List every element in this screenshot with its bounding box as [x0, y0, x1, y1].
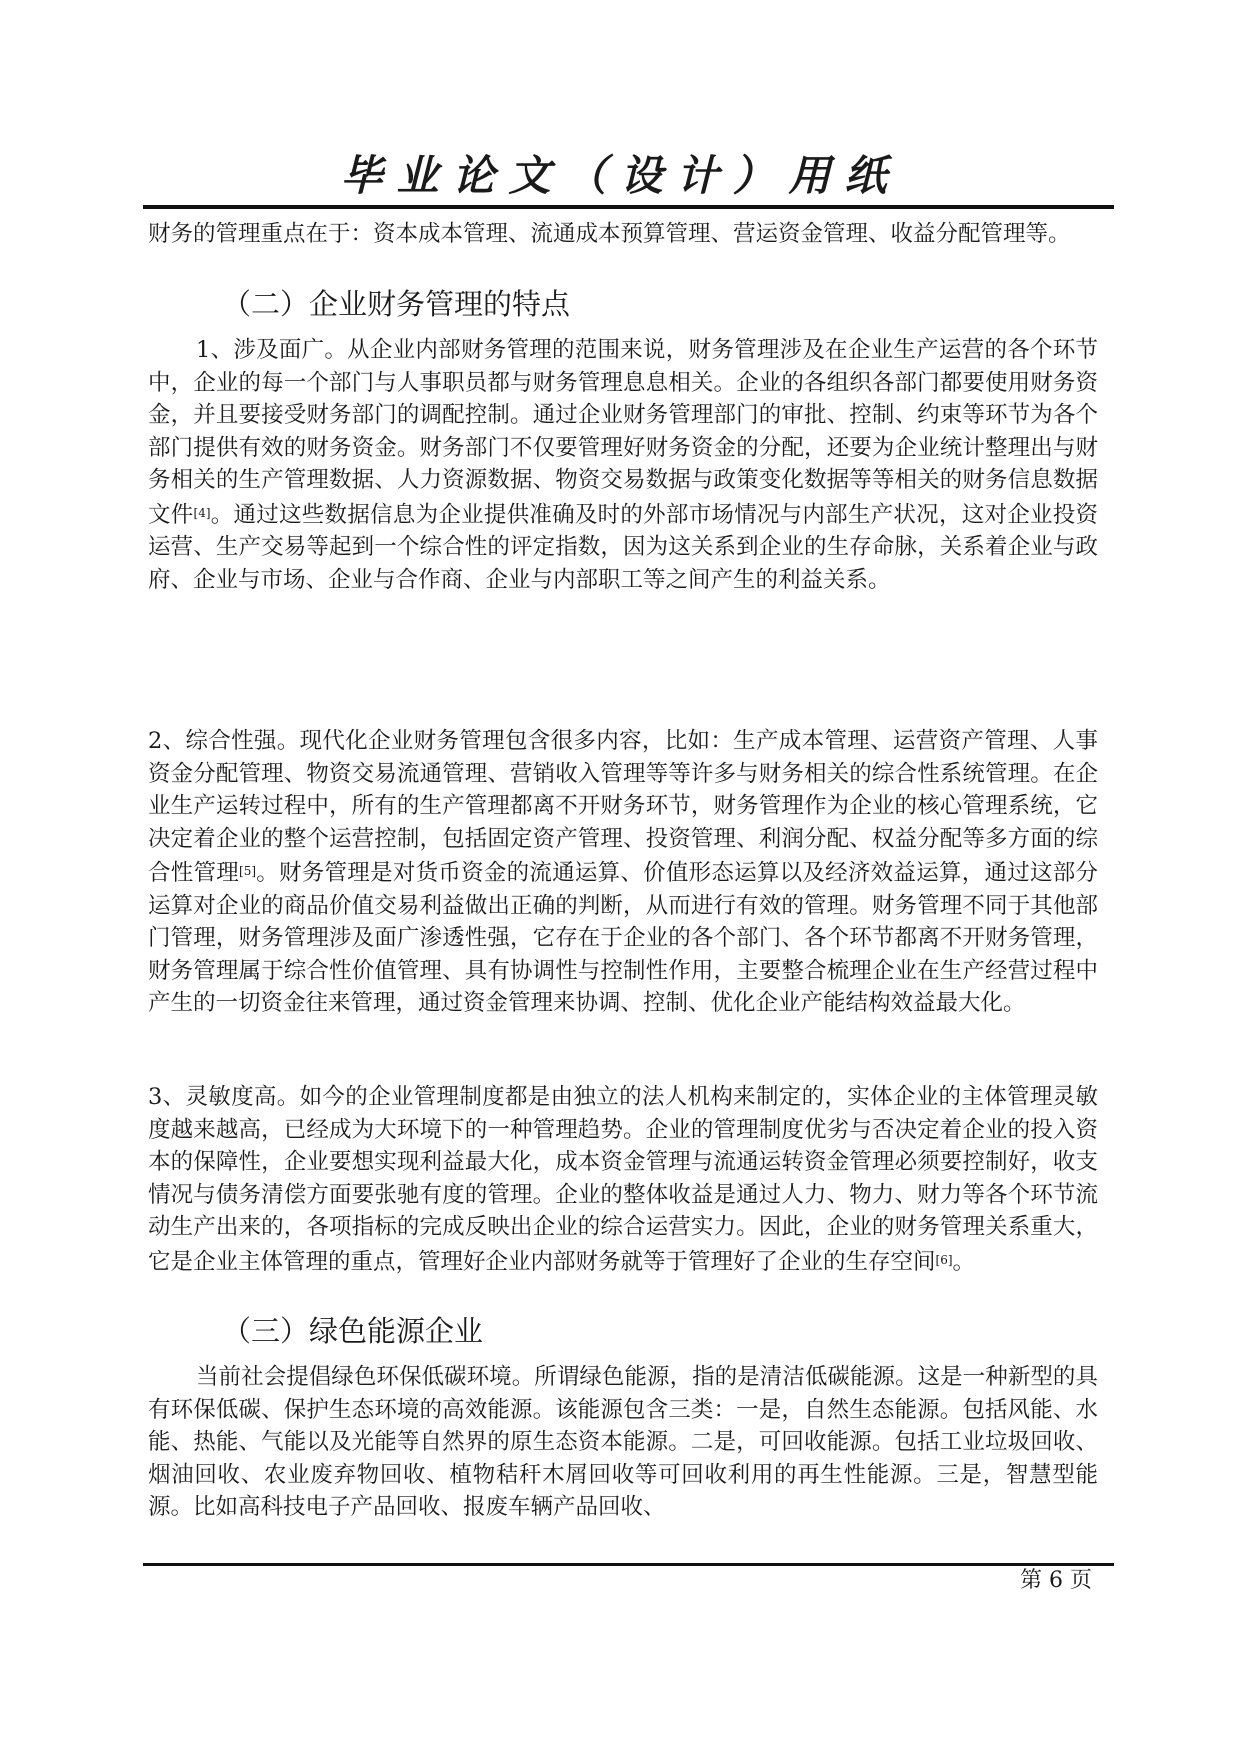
- header-title: 毕业论文（设计）用纸: [340, 151, 901, 200]
- section-heading-2: （二）企业财务管理的特点: [222, 287, 571, 321]
- paragraph-3-text-a: 3、灵敏度高。如今的企业管理制度都是由独立的法人机构来制定的，实体企业的主体管理灵敏度越来越高，已经成为大环境下的一种管理趋势。企业的管理制度优劣与否决定着企业的投入资本的保障性，企业要想实现利益最大化，成本资金管理与流通运转资金管理必须要控制好，收支情况与债务清偿方面要张驰有度的管理。企业的整体收益是通过人力、物力、财力等各个环节流动生产出来的，各项指标的完成反映出企业的综合运营实力。因此，企业的财务管理关系重大，它是企业主体管理的重点，管理好企业内部财务就等于管理好了企业的生存空间: [148, 1084, 1098, 1275]
- paragraph-continued: 财务的管理重点在于：资本成本管理、流通成本预算管理、营运资金管理、收益分配管理等。: [148, 221, 1071, 247]
- header-rule: [143, 205, 1114, 209]
- paragraph-1-text-a: 1、涉及面广。从企业内部财务管理的范围来说，财务管理涉及在企业生产运营的各个环节中，企业的每一个部门与人事职员都与财务管理息息相关。企业的各组织各部门都要使用财务资金，并且要接受财务部门的调配控制。通过企业财务管理部门的审批、控制、约束等环节为各个部门提供有效的财务资金。财务部门不仅要管理好财务资金的分配，还要为企业统计整理出与财务相关的生产管理数据、人力资源数据、物资交易数据与政策变化数据等等相关的财务信息数据文件: [148, 337, 1098, 528]
- paragraph-4: 当前社会提倡绿色环保低碳环境。所谓绿色能源，指的是清洁低碳能源。这是一种新型的具有环保低碳、保护生态环境的高效能源。该能源包含三类：一是，自然生态能源。包括风能、水能、热能、气能以及光能等自然界的原生态资本能源。二是，可回收能源。包括工业垃圾回收、烟油回收、农业废弃物回收、植物秸秆木屑回收等可回收利用的再生性能源。三是，智慧型能源。比如高科技电子产品回收、报废车辆产品回收、: [148, 1364, 1098, 1520]
- section-heading-3: （三）绿色能源企业: [222, 1314, 484, 1348]
- citation-5[interactable]: [5]: [239, 864, 257, 878]
- paragraph-2-text-a: 2、综合性强。现代化企业财务管理包含很多内容，比如：生产成本管理、运营资产管理、人事资金分配管理、物资交易流通管理、营销收入管理等等许多与财务相关的综合性系统管理。在企业生产运转过程中，所有的生产管理都离不开财务环节，财务管理作为企业的核心管理系统，它决定着企业的整个运营控制，包括固定资产管理、投资管理、利润分配、权益分配等多方面的综合性管理: [148, 728, 1098, 886]
- page-number: 第 6 页: [1020, 1568, 1092, 1593]
- citation-4[interactable]: [4]: [193, 505, 211, 520]
- paragraph-1: [148, 334, 1098, 596]
- paragraph-2: [148, 725, 1098, 1020]
- paragraph-1-text-b: 。通过这些数据信息为企业提供准确及时的外部市场情况与内部生产状况，这对企业投资运营、生产交易等起到一个综合性的评定指数，因为这关系到企业的生存命脉，关系着企业与政府、企业与市场、企业与合作商、企业与内部职工等之间产生的利益关系。: [148, 501, 1098, 593]
- paragraph-3-text-b: 。: [952, 1248, 976, 1275]
- paragraph-3: [148, 1081, 1098, 1278]
- citation-6[interactable]: [6]: [935, 1252, 953, 1267]
- paragraph-2-text-b: 。财务管理是对货币资金的流通运算、价值形态运算以及经济效益运算，通过这部分运算对企业的商品价值交易利益做出正确的判断，从而进行有效的管理。财务管理不同于其他部门管理，财务管理涉及面广渗透性强，它存在于企业的各个部门、各个环节都离不开财务管理，财务管理属于综合性价值管理、具有协调性与控制性作用，主要整合梳理企业在生产经营过程中产生的一切资金往来管理，通过资金管理来协调、控制、优化企业产能结构效益最大化。: [148, 860, 1098, 1016]
- footer-rule: [143, 1563, 1114, 1566]
